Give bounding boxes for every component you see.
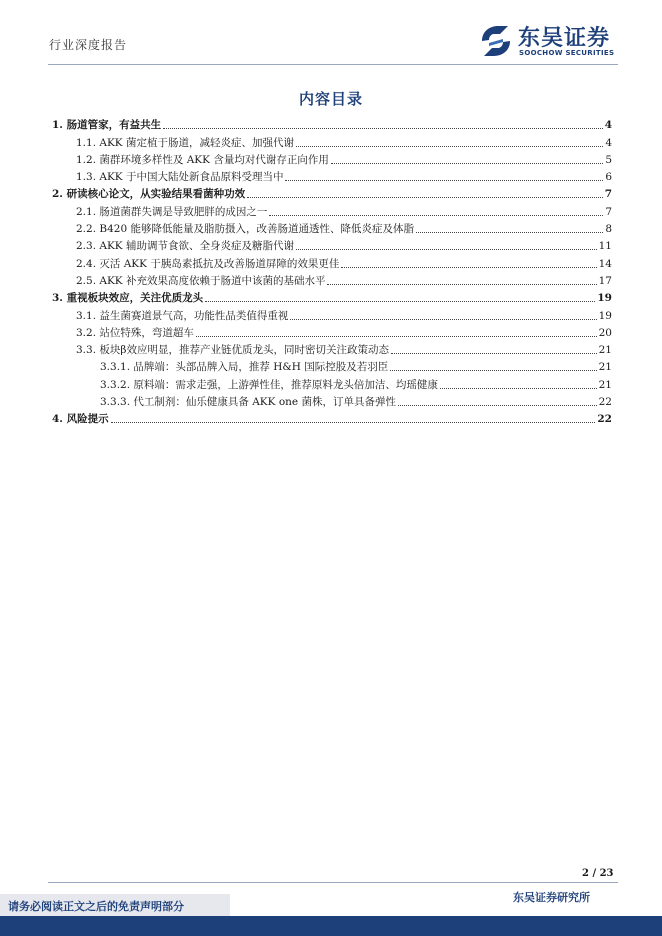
toc-leader-dots <box>163 128 603 129</box>
toc-entry-title: 3.2. 站位特殊，弯道超车 <box>76 326 194 339</box>
toc-leader-dots <box>205 301 595 302</box>
toc-entry-title: 3.3. 板块β效应明显，推荐产业链优质龙头，同时密切关注政策动态 <box>76 344 389 357</box>
toc-leader-dots <box>416 232 603 233</box>
toc-entry[interactable] <box>50 184 612 201</box>
toc-entry-page: 22 <box>597 413 612 426</box>
toc-entry[interactable] <box>50 115 612 132</box>
toc-entry-title: 1.2. 菌群环境多样性及 AKK 含量均对代谢存正向作用 <box>76 153 329 166</box>
toc-entry-page: 4 <box>604 119 612 132</box>
toc-entry[interactable] <box>50 253 612 270</box>
toc-entry[interactable] <box>50 357 612 374</box>
toc-entry-title: 3.1. 益生菌赛道景气高，功能性品类值得重视 <box>76 309 289 322</box>
soochow-emblem-icon <box>478 23 514 59</box>
report-type-label: 行业深度报告 <box>49 38 128 52</box>
toc-leader-dots <box>390 370 596 371</box>
toc-entry-title: 3.3.3. 代工制剂：仙乐健康具备 AKK one 菌株，订单具备弹性 <box>100 396 396 409</box>
footer-divider <box>48 882 618 883</box>
toc-entry-page: 19 <box>598 309 612 322</box>
toc-entry[interactable] <box>50 150 612 167</box>
toc-entry-title: 2. 研读核心论文，从实验结果看菌种功效 <box>52 188 246 201</box>
toc-entry-page: 6 <box>605 171 612 184</box>
toc-entry[interactable] <box>50 219 612 236</box>
toc-entry-title: 3. 重视板块效应，关注优质龙头 <box>52 292 204 305</box>
toc-entry-title: 2.5. AKK 补充效果高度依赖于肠道中该菌的基础水平 <box>76 274 326 287</box>
toc-entry-page: 5 <box>605 153 612 166</box>
toc-entry[interactable] <box>50 236 612 253</box>
toc-leader-dots <box>327 284 596 285</box>
toc-entry-title: 2.2. B420 能够降低能量及脂肪摄入，改善肠道通透性、降低炎症及体脂 <box>76 223 414 236</box>
toc-leader-dots <box>440 388 597 389</box>
toc-entry-title: 1. 肠道管家，有益共生 <box>52 119 162 132</box>
soochow-logo <box>478 21 618 61</box>
page-indicator: 2 / 23 <box>582 868 614 879</box>
table-of-contents <box>50 115 612 426</box>
toc-leader-dots <box>296 146 603 147</box>
toc-leader-dots <box>269 215 603 216</box>
toc-entry-page: 21 <box>598 378 612 391</box>
toc-entry-title: 3.3.2. 原料端：需求走强，上游弹性佳，推荐原料龙头倍加洁、均瑶健康 <box>100 378 438 391</box>
header-divider <box>48 64 618 65</box>
toc-entry-page: 7 <box>605 205 612 218</box>
footer-brand-bar <box>0 916 662 936</box>
toc-entry[interactable] <box>50 201 612 218</box>
toc-entry[interactable] <box>50 392 612 409</box>
toc-entry-page: 4 <box>605 136 612 149</box>
toc-leader-dots <box>398 405 597 406</box>
toc-entry[interactable] <box>50 323 612 340</box>
toc-entry-page: 21 <box>598 344 612 357</box>
toc-entry-page: 21 <box>598 361 612 374</box>
logo-english-text: SOOCHOW SECURITIES <box>519 49 615 57</box>
logo-chinese-text: 东吴证券 <box>518 26 611 51</box>
toc-leader-dots <box>111 422 596 423</box>
toc-entry-title: 1.3. AKK 于中国大陆处新食品原料受理当中 <box>76 171 284 184</box>
toc-entry[interactable] <box>50 409 612 426</box>
disclaimer-note: 请务必阅读正文之后的免责声明部分 <box>8 900 184 913</box>
toc-entry-page: 22 <box>598 396 612 409</box>
toc-entry-page: 20 <box>598 326 612 339</box>
toc-leader-dots <box>331 163 603 164</box>
toc-entry-page: 11 <box>598 240 612 253</box>
toc-entry-page: 19 <box>597 292 612 305</box>
toc-entry-title: 2.4. 灭活 AKK 于胰岛素抵抗及改善肠道屏障的效果更佳 <box>76 257 340 270</box>
toc-entry[interactable] <box>50 340 612 357</box>
toc-entry-title: 4. 风险提示 <box>52 413 109 426</box>
toc-entry-title: 1.1. AKK 菌定植于肠道，减轻炎症、加强代谢 <box>76 136 294 149</box>
toc-entry-page: 14 <box>598 257 612 270</box>
toc-entry-title: 2.1. 肠道菌群失调是导致肥胖的成因之一 <box>76 205 268 218</box>
toc-entry[interactable] <box>50 132 612 149</box>
toc-entry-page: 17 <box>598 274 612 287</box>
toc-entry[interactable] <box>50 305 612 322</box>
toc-entry-title: 3.3.1. 品牌端：头部品牌入局，推荐 H&H 国际控股及若羽臣 <box>100 361 389 374</box>
toc-leader-dots <box>296 249 597 250</box>
toc-entry[interactable] <box>50 288 612 305</box>
toc-entry-title: 2.3. AKK 辅助调节食欲、全身炎症及糖脂代谢 <box>76 240 294 253</box>
toc-leader-dots <box>290 319 596 320</box>
toc-entry[interactable] <box>50 374 612 391</box>
toc-entry-page: 7 <box>604 188 612 201</box>
toc-leader-dots <box>196 336 597 337</box>
toc-entry-page: 8 <box>605 223 612 236</box>
toc-title: 内容目录 <box>298 90 363 108</box>
toc-entry[interactable] <box>50 271 612 288</box>
research-institute: 东吴证券研究所 <box>513 891 590 904</box>
toc-leader-dots <box>285 180 603 181</box>
toc-leader-dots <box>247 197 603 198</box>
toc-leader-dots <box>341 267 596 268</box>
toc-entry[interactable] <box>50 167 612 184</box>
toc-leader-dots <box>391 353 597 354</box>
